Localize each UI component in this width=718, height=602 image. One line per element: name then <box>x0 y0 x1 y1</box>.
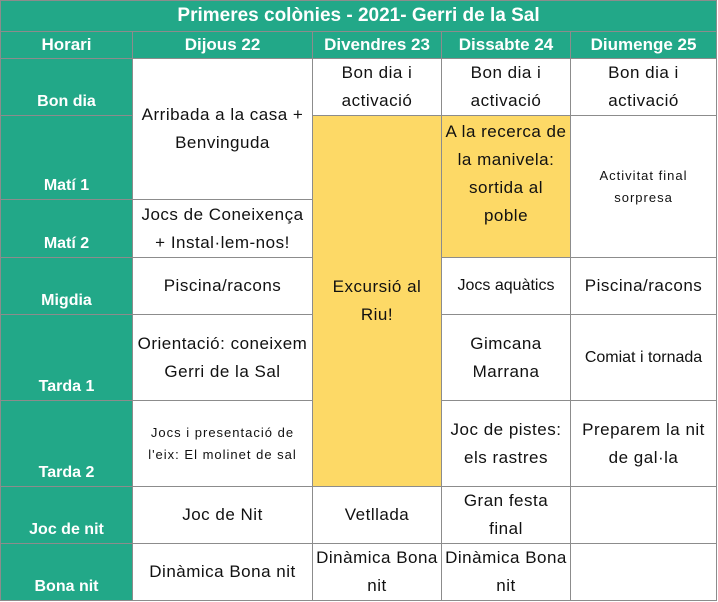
activity-text: Piscina/racons <box>163 276 282 295</box>
activity-text: Jocs i presentació de l'eix: El molinet de sal <box>148 424 297 462</box>
header-day-sunday: Diumenge 25 <box>571 32 717 59</box>
activity-text: Excursió al Riu! <box>332 277 422 324</box>
activity-cell <box>133 258 313 315</box>
activity-text: Activitat final sorpresa <box>599 167 688 205</box>
activity-text: Piscina/racons <box>584 276 703 295</box>
activity-cell <box>133 544 313 601</box>
activity-text: Gimcana Marrana <box>470 333 542 381</box>
slot-bon-dia: Bon dia <box>1 59 133 116</box>
activity-cell <box>442 487 571 544</box>
activity-cell <box>313 487 442 544</box>
slot-tarda-2: Tarda 2 <box>1 401 133 487</box>
slot-mati-1: Matí 1 <box>1 116 133 200</box>
activity-cell <box>133 200 313 258</box>
activity-text: Bon dia i activació <box>608 63 679 110</box>
slot-bona-nit: Bona nit <box>1 544 133 601</box>
activity-text: Gran festa final <box>463 491 549 538</box>
activity-cell <box>442 544 571 601</box>
activity-cell <box>133 401 313 487</box>
activity-cell <box>442 258 571 315</box>
activity-text: Comiat i tornada <box>584 348 703 366</box>
activity-text: Preparem la nit de gal·la <box>582 419 705 467</box>
activity-cell <box>571 401 717 487</box>
slot-joc-de-nit: Joc de nit <box>1 487 133 544</box>
activity-cell <box>313 544 442 601</box>
schedule-title: Primeres colònies - 2021- Gerri de la Sal <box>1 1 717 32</box>
activity-cell <box>133 487 313 544</box>
activity-text: Dinàmica Bona nit <box>445 548 567 595</box>
activity-cell-empty <box>571 487 717 544</box>
activity-text: Joc de Nit <box>182 505 263 524</box>
activity-text: Arribada a la casa + Benvinguda <box>141 105 304 152</box>
activity-cell <box>442 315 571 401</box>
activity-text: Bon dia i activació <box>470 63 542 110</box>
activity-text: A la recerca de la manivela: sortida al poble <box>445 122 567 225</box>
activity-cell-highlight <box>442 116 571 258</box>
slot-migdia: Migdia <box>1 258 133 315</box>
activity-cell <box>571 116 717 258</box>
header-time: Horari <box>1 32 133 59</box>
activity-cell <box>571 315 717 401</box>
activity-cell <box>313 59 442 116</box>
activity-cell <box>133 315 313 401</box>
activity-cell <box>571 59 717 116</box>
activity-cell-empty <box>571 544 717 601</box>
activity-text: Jocs de Coneixença + Instal·lem-nos! <box>141 204 304 252</box>
slot-mati-2: Matí 2 <box>1 200 133 258</box>
activity-cell-highlight <box>313 116 442 487</box>
activity-cell <box>133 59 313 200</box>
header-day-thursday: Dijous 22 <box>133 32 313 59</box>
activity-cell <box>442 401 571 487</box>
activity-cell <box>571 258 717 315</box>
header-day-friday: Divendres 23 <box>313 32 442 59</box>
activity-text: Dinàmica Bona nit <box>149 562 296 581</box>
activity-text: Vetllada <box>344 505 410 524</box>
activity-text: Jocs aquàtics <box>457 277 555 294</box>
activity-text: Dinàmica Bona nit <box>316 548 438 595</box>
activity-cell <box>442 59 571 116</box>
header-day-saturday: Dissabte 24 <box>442 32 571 59</box>
activity-text: Joc de pistes: els rastres <box>450 419 562 467</box>
slot-tarda-1: Tarda 1 <box>1 315 133 401</box>
activity-text: Orientació: coneixem Gerri de la Sal <box>137 333 308 381</box>
activity-text: Bon dia i activació <box>341 63 413 110</box>
